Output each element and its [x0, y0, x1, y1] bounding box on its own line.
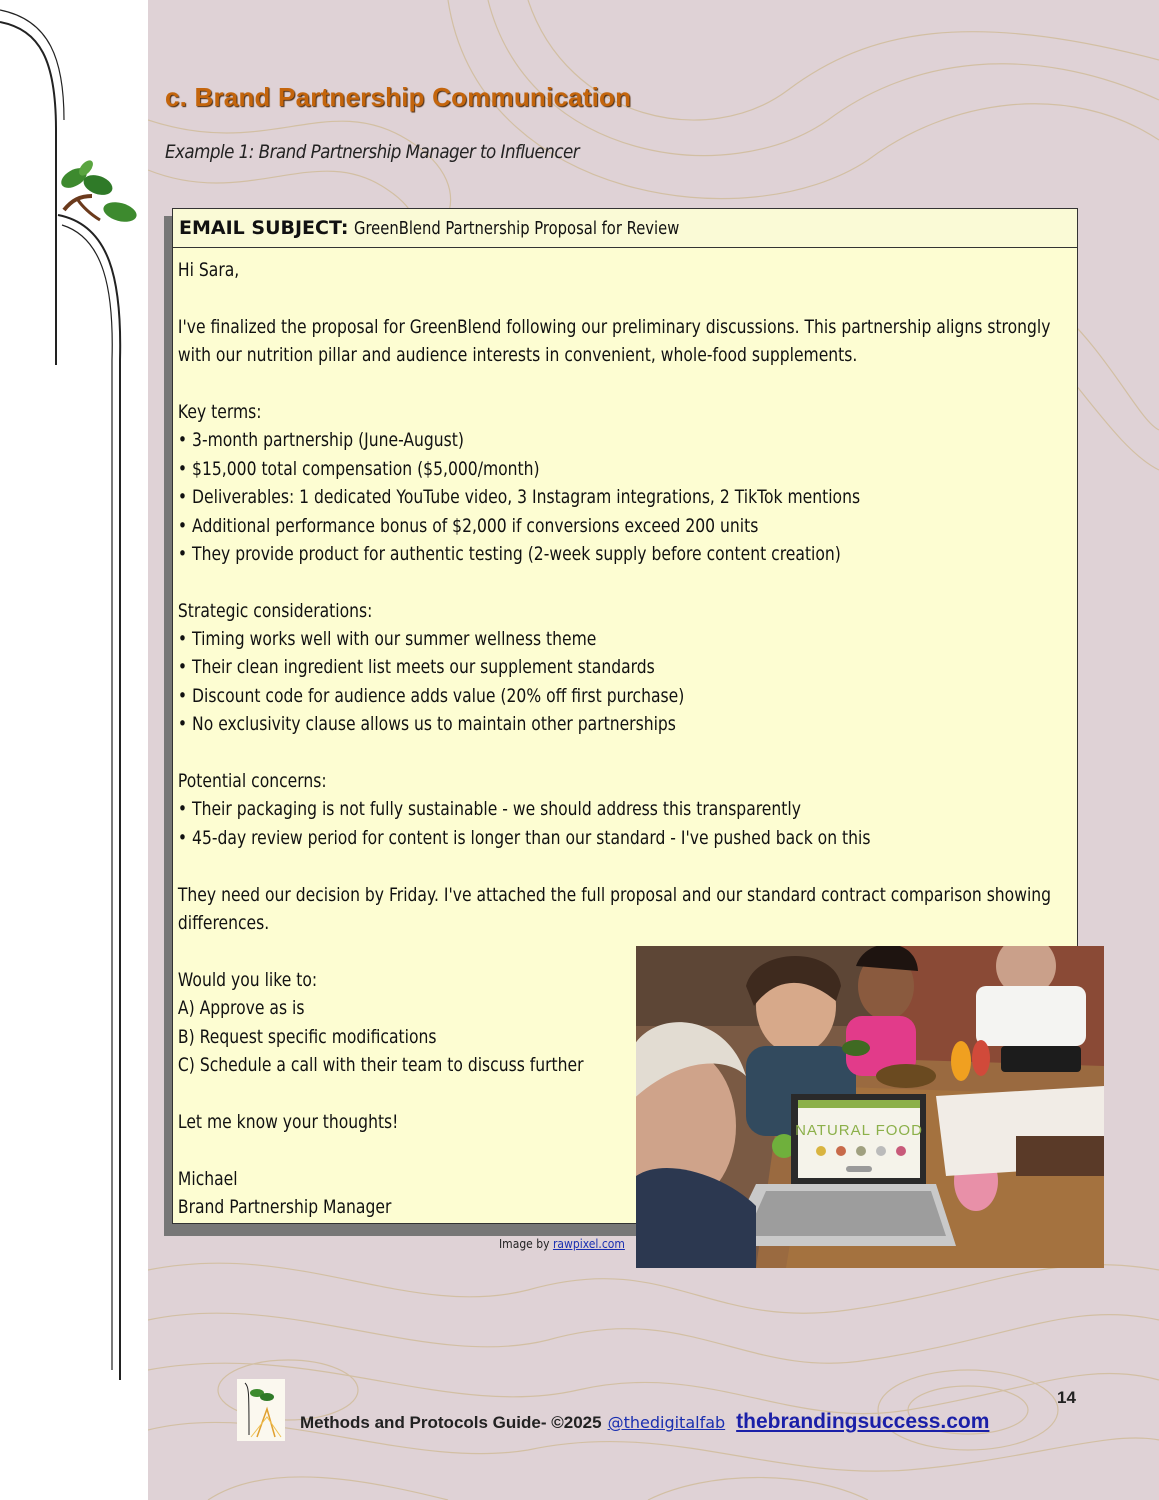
rawpixel-link[interactable]: rawpixel.com: [552, 1237, 625, 1251]
email-body-line: with our nutrition pillar and audience interests in convenient, whole-food supplements.: [177, 344, 858, 367]
image-credit-prefix: Image by: [499, 1237, 553, 1251]
section-heading: c. Brand Partnership Communication: [165, 82, 632, 112]
email-body-line: Michael: [177, 1167, 238, 1190]
email-body-line: Let me know your thoughts!: [177, 1110, 399, 1133]
email-body-line: [178, 852, 1055, 880]
footer: [300, 1410, 989, 1434]
footer-logo: [237, 1379, 285, 1441]
email-body-line: A) Approve as is: [177, 997, 305, 1020]
plant-arc-decoration: [0, 0, 150, 1500]
email-body-line: • 3-month partnership (June-August): [177, 429, 464, 452]
page-number: 14: [1057, 1388, 1076, 1407]
email-body-line: Brand Partnership Manager: [177, 1195, 392, 1218]
email-body-line: Hi Sara,: [177, 259, 240, 281]
email-subject-label: EMAIL SUBJECT:: [179, 217, 349, 239]
email-body-line: • They provide product for authentic testing (2-week supply before content creation): [177, 542, 841, 565]
plant-icon: [58, 158, 139, 225]
email-body-line: • Discount code for audience adds value (20% off first purchase): [177, 684, 685, 707]
email-body-line: • Their packaging is not fully sustainable - we should address this transparently: [177, 798, 801, 821]
footer-handle-link[interactable]: @thedigitalfab: [607, 1413, 726, 1432]
example-subheading: Example 1: Brand Partnership Manager to Influencer: [165, 141, 580, 163]
email-subject-text: GreenBlend Partnership Proposal for Review: [353, 217, 679, 239]
email-body-line: • Their clean ingredient list meets our supplement standards: [177, 656, 655, 679]
email-body-line: • $15,000 total compensation ($5,000/month): [177, 457, 540, 480]
email-body-line: differences.: [177, 911, 270, 934]
image-credit: [499, 1237, 625, 1251]
team-meeting-photo: [636, 946, 1104, 1268]
email-body-line: [178, 284, 1055, 312]
email-body-line: Strategic considerations:: [177, 599, 373, 622]
email-body-line: [178, 568, 1055, 596]
email-body-line: Potential concerns:: [177, 770, 327, 793]
email-body-line: B) Request specific modifications: [177, 1025, 437, 1048]
email-body-line: • Additional performance bonus of $2,000 if conversions exceed 200 units: [177, 514, 759, 537]
footer-guide-text: Methods and Protocols Guide- ©2025: [300, 1413, 602, 1432]
email-subject-row: [173, 209, 1077, 248]
email-body-line: Key terms:: [177, 400, 262, 423]
email-body-line: • 45-day review period for content is longer than our standard - I've pushed back on this: [177, 826, 871, 849]
email-body-line: C) Schedule a call with their team to discuss further: [177, 1053, 584, 1076]
footer-site-link[interactable]: thebrandingsuccess.com: [736, 1410, 990, 1433]
email-body-line: They need our decision by Friday. I've attached the full proposal and our standard contract comparison showing: [177, 883, 1052, 906]
email-body-line: • No exclusivity clause allows us to maintain other partnerships: [177, 713, 676, 736]
laptop-screen-text: NATURAL FOOD: [795, 1122, 923, 1139]
email-body-line: I've finalized the proposal for GreenBlend following our preliminary discussions. This partnership aligns strongly: [177, 315, 1051, 338]
email-body-line: [178, 370, 1055, 398]
email-body-line: [178, 739, 1055, 767]
email-body-line: • Timing works well with our summer wellness theme: [177, 628, 597, 651]
email-body-line: Would you like to:: [177, 968, 318, 991]
email-body-line: • Deliverables: 1 dedicated YouTube video, 3 Instagram integrations, 2 TikTok mentions: [177, 486, 861, 509]
